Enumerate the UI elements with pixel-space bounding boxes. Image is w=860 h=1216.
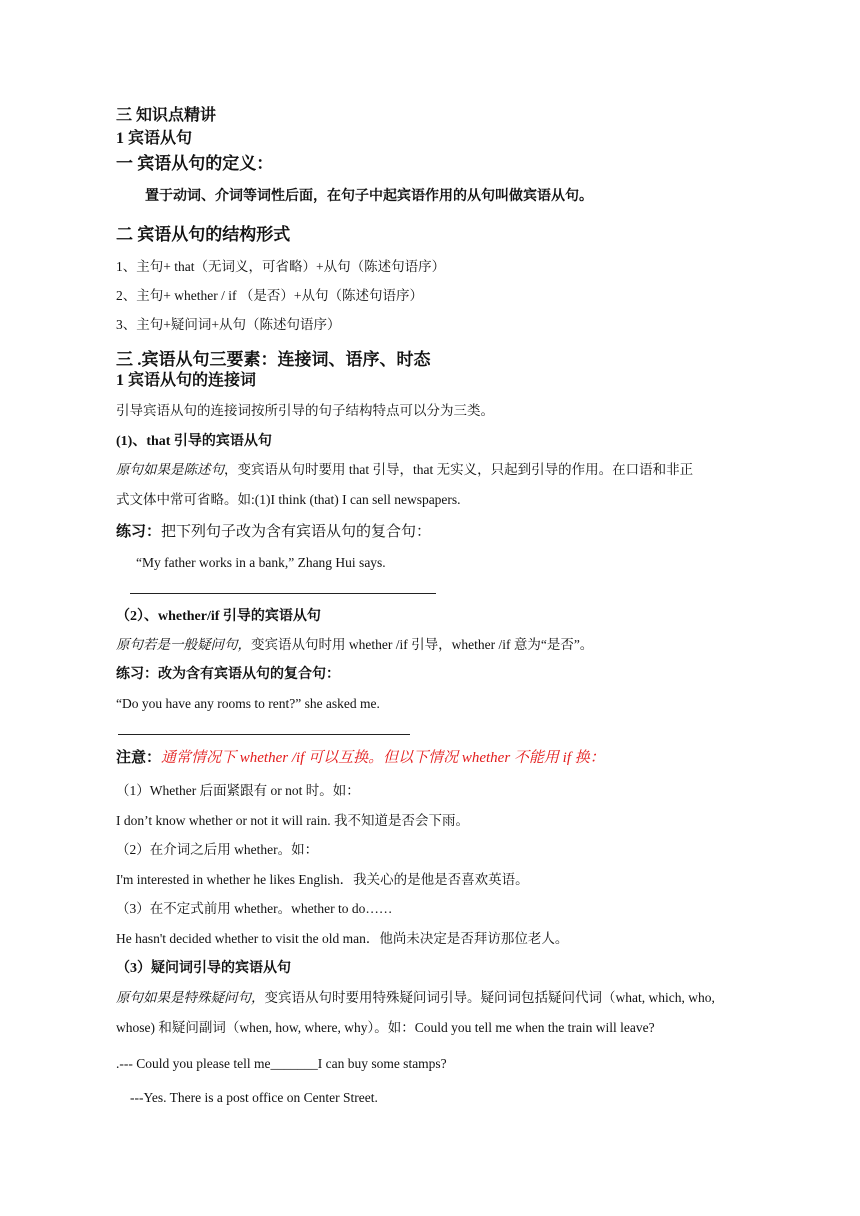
whether-desc-rest: 变宾语从句时用 whether /if 引导，whether /if 意为“是否”。 xyxy=(251,637,594,652)
part3-intro: 引导宾语从句的连接词按所引导的句子结构特点可以分为三类。 xyxy=(116,403,494,418)
question-desc-italic: 原句如果是特殊疑问句， xyxy=(116,990,265,1005)
note-label: 注意： xyxy=(116,750,162,766)
exercise-instruction: 把下列句子改为含有宾语从句的复合句： xyxy=(161,524,432,540)
question-desc-rest: 变宾语从句时要用特殊疑问词引导。疑问词包括疑问代词（what, which, who, xyxy=(264,990,715,1005)
that-heading: (1)、that 引导的宾语从句 xyxy=(116,434,272,449)
structure-item: 2、主句+ whether / if （是否）+从句（陈述句语序） xyxy=(116,288,423,303)
answer-line xyxy=(130,593,436,594)
part2-heading: 二 宾语从句的结构形式 xyxy=(116,225,291,244)
note-item: He hasn't decided whether to visit the old man．他尚未决定是否拜访那位老人。 xyxy=(116,931,569,946)
definition-text: 置于动词、介词等词性后面，在句子中起宾语作用的从句叫做宾语从句。 xyxy=(145,189,593,204)
note-item: （1）Whether 后面紧跟有 or not 时。如： xyxy=(116,783,360,798)
answer-line xyxy=(118,734,410,735)
note-item: （3）在不定式前用 whether。whether to do…… xyxy=(116,901,393,916)
note-item: （2）在介词之后用 whether。如： xyxy=(116,842,319,857)
exercise-label: 练习： xyxy=(116,524,162,540)
part3-heading: 三 .宾语从句三要素：连接词、语序、时态 xyxy=(116,350,431,369)
question-desc-line2: whose) 和疑问副词（when, how, where, why）。如：Could you tell me when the train will leave? xyxy=(116,1020,655,1035)
topic-title: 1 宾语从句 xyxy=(116,130,193,147)
that-exercise xyxy=(116,523,431,542)
dialog-line: .--- Could you please tell me_______I can buy some stamps? xyxy=(116,1056,447,1071)
whether-heading: （2）、whether/if 引导的宾语从句 xyxy=(116,609,321,624)
that-desc-line1 xyxy=(116,462,693,479)
whether-exercise-sentence: “Do you have any rooms to rent?” she asked me. xyxy=(116,696,380,711)
structure-item: 1、主句+ that（无词义，可省略）+从句（陈述句语序） xyxy=(116,259,446,274)
whether-desc-italic: 原句若是一般疑问句， xyxy=(116,637,251,652)
whether-desc xyxy=(116,637,593,654)
whether-exercise: 练习：改为含有宾语从句的复合句： xyxy=(116,667,340,682)
structure-item: 3、主句+疑问词+从句（陈述句语序） xyxy=(116,317,341,332)
note-item: I don’t know whether or not it will rain. 我不知道是否会下雨。 xyxy=(116,813,469,828)
question-heading: （3）疑问词引导的宾语从句 xyxy=(116,961,291,976)
dialog-line: ---Yes. There is a post office on Center Street. xyxy=(130,1090,378,1105)
note-item: I'm interested in whether he likes English．我关心的是他是否喜欢英语。 xyxy=(116,872,529,887)
part1-heading: 一 宾语从句的定义： xyxy=(116,154,274,173)
note-text: 通常情况下 whether /if 可以互换。但以下情况 whether 不能用 if 换： xyxy=(161,750,605,766)
section-title: 三 知识点精讲 xyxy=(116,107,217,124)
that-desc-italic: 原句如果是陈述句 xyxy=(116,462,224,477)
that-desc-rest: ，变宾语从句时要用 that 引导，that 无实义，只起到引导的作用。在口语和非正 xyxy=(224,462,694,477)
that-exercise-sentence: “My father works in a bank,” Zhang Hui says. xyxy=(136,555,386,570)
part3-subheading: 1 宾语从句的连接词 xyxy=(116,372,257,389)
note-line xyxy=(116,748,605,768)
question-desc-line1 xyxy=(116,990,715,1007)
that-desc-line2: 式文体中常可省略。如:(1)I think (that) I can sell newspapers. xyxy=(116,492,461,507)
